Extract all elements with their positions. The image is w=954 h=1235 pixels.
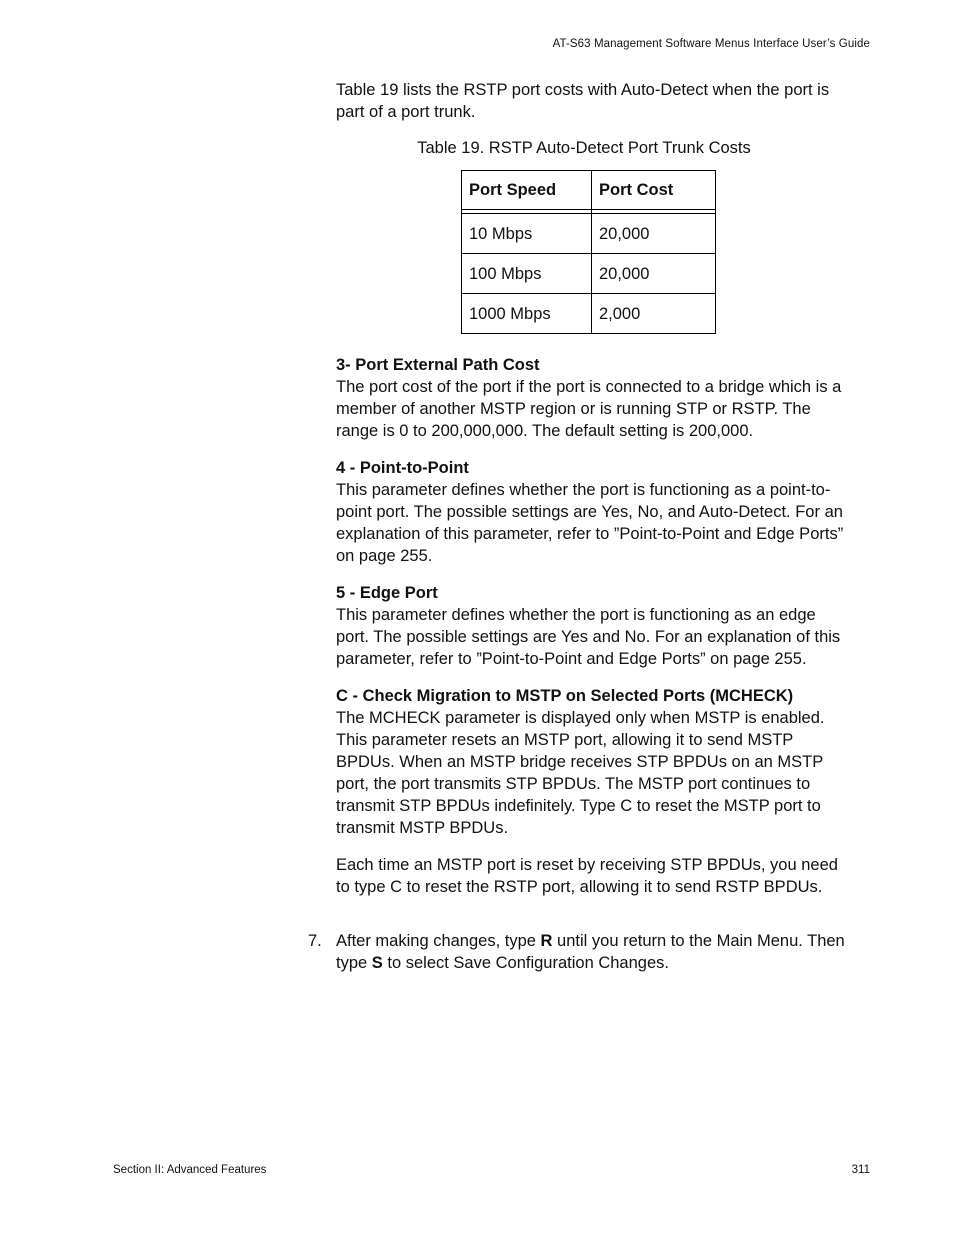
table-caption: Table 19. RSTP Auto-Detect Port Trunk Costs xyxy=(417,139,751,157)
step-text xyxy=(336,930,878,974)
table-row xyxy=(462,254,716,294)
page-number: 311 xyxy=(851,1164,870,1176)
section-mcheck xyxy=(336,685,846,839)
intro-paragraph: Table 19 lists the RSTP port costs with Auto-Detect when the port is part of a port trunk. xyxy=(336,81,830,121)
section-mcheck-note xyxy=(336,854,846,898)
cell-port-speed: 1000 Mbps xyxy=(462,294,592,334)
key-r: R xyxy=(540,932,553,950)
section-body: Each time an MSTP port is reset by receiving STP BPDUs, you need to type C to reset the RSTP port, allowing it to send RSTP BPDUs. xyxy=(336,856,838,896)
section-edge-port xyxy=(336,582,846,670)
section-body: The MCHECK parameter is displayed only when MSTP is enabled. This parameter resets an MSTP port, allowing it to send MSTP BPDUs. When an MSTP bridge receives STP BPDUs on an MSTP port, the port transmits STP BPDUs. The MSTP port continues to transmit STP BPDUs indefinitely. Type C to reset the MSTP port to transmit MSTP BPDUs. xyxy=(336,709,825,837)
section-heading: C - Check Migration to MSTP on Selected Ports (MCHECK) xyxy=(336,687,794,705)
cell-port-cost: 2,000 xyxy=(592,294,716,334)
header-port-speed: Port Speed xyxy=(462,171,592,210)
cell-port-cost: 20,000 xyxy=(592,214,716,254)
table-row xyxy=(462,214,716,254)
table-header-row xyxy=(462,171,716,210)
section-heading: 4 - Point-to-Point xyxy=(336,459,469,477)
section-body: This parameter defines whether the port is functioning as an edge port. The possible settings are Yes and No. For an explanation of this parameter, refer to ”Point-to-Point and Edge Ports” on page 255. xyxy=(336,606,841,668)
cell-port-speed: 100 Mbps xyxy=(462,254,592,294)
section-body: The port cost of the port if the port is connected to a bridge which is a member of another MSTP region or is running STP or RSTP. The range is 0 to 200,000,000. The default setting is 200,000. xyxy=(336,378,842,440)
cell-port-cost: 20,000 xyxy=(592,254,716,294)
key-s: S xyxy=(371,954,383,972)
section-point-to-point xyxy=(336,457,846,567)
section-external-path-cost xyxy=(336,354,846,442)
table-row xyxy=(462,294,716,334)
header-port-cost: Port Cost xyxy=(592,171,716,210)
section-heading: 3- Port External Path Cost xyxy=(336,356,540,374)
step-text-part: After making changes, type xyxy=(336,932,541,950)
port-cost-table xyxy=(461,170,716,334)
step-text-part: until you return to the Main Menu. Then type xyxy=(336,932,845,972)
step-number: 7. xyxy=(308,932,322,950)
footer-section: Section II: Advanced Features xyxy=(113,1164,267,1176)
cell-port-speed: 10 Mbps xyxy=(462,214,592,254)
running-header: AT-S63 Management Software Menus Interface User’s Guide xyxy=(552,38,870,50)
procedure-step xyxy=(308,930,878,974)
page-content xyxy=(336,79,846,913)
step-text-part: to select Save Configuration Changes. xyxy=(382,954,669,972)
section-body: This parameter defines whether the port is functioning as a point-to-point port. The possible settings are Yes, No, and Auto-Detect. For an explanation of this parameter, refer to ”Point-to-Point and Edge Ports” on page 255. xyxy=(336,481,844,565)
section-heading: 5 - Edge Port xyxy=(336,584,438,602)
